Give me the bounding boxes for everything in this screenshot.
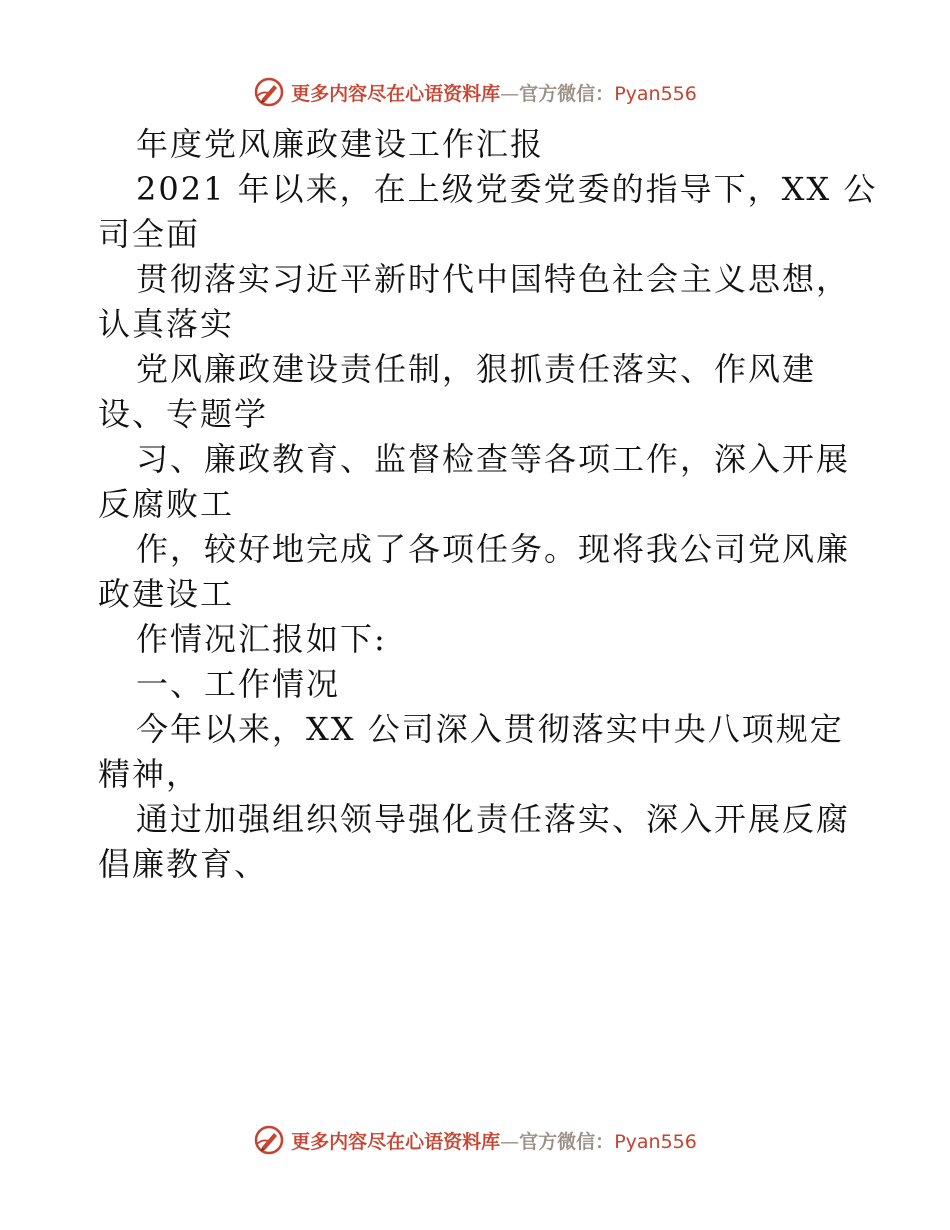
paragraph-line: 精神，: [98, 755, 201, 793]
watermark-content: [253, 1124, 697, 1156]
paragraph-line: 习、廉政教育、监督检查等各项工作，深入开展: [136, 440, 851, 478]
pen-logo-icon: [253, 76, 285, 108]
watermark-wechat-label: 官方微信：: [519, 82, 615, 105]
paragraph-line: 贯彻落实习近平新时代中国特色社会主义思想，: [136, 260, 851, 298]
watermark-banner-top: [0, 72, 950, 112]
watermark-site-name: 更多内容尽在心语资料库: [291, 1130, 501, 1153]
paragraph-line: 今年以来，XX 公司深入贯彻落实中央八项规定: [136, 710, 844, 748]
paragraph-line: 倡廉教育、: [98, 845, 269, 883]
section-heading: 一、工作情况: [136, 665, 341, 703]
document-body: [98, 122, 878, 887]
pen-logo-icon: [253, 1124, 285, 1156]
watermark-wechat-id: Pyan556: [614, 82, 697, 105]
paragraph-line: 作，较好地完成了各项任务。现将我公司党风廉: [136, 530, 851, 568]
watermark-content: [253, 76, 697, 108]
watermark-banner-bottom: [0, 1120, 950, 1160]
watermark-site-name: 更多内容尽在心语资料库: [291, 82, 501, 105]
paragraph-line: 反腐败工: [98, 485, 235, 523]
paragraph-line: 政建设工: [98, 575, 235, 613]
paragraph-line: 认真落实: [98, 305, 235, 343]
watermark-wechat-id: Pyan556: [614, 1130, 697, 1153]
paragraph-line: 作情况汇报如下:: [136, 620, 387, 658]
document-title: 年度党风廉政建设工作汇报: [136, 125, 545, 163]
paragraph-line: 党风廉政建设责任制，狠抓责任落实、作风建: [136, 350, 817, 388]
paragraph-line: 司全面: [98, 215, 201, 253]
watermark-separator: —: [500, 1130, 520, 1153]
paragraph-line: 通过加强组织领导强化责任落实、深入开展反腐: [136, 800, 851, 838]
watermark-text: [291, 79, 697, 106]
watermark-wechat-label: 官方微信：: [519, 1130, 615, 1153]
watermark-separator: —: [500, 82, 520, 105]
watermark-text: [291, 1127, 697, 1154]
paragraph-line: 2021 年以来，在上级党委党委的指导下，XX 公: [136, 170, 878, 208]
paragraph-line: 设、专题学: [98, 395, 269, 433]
